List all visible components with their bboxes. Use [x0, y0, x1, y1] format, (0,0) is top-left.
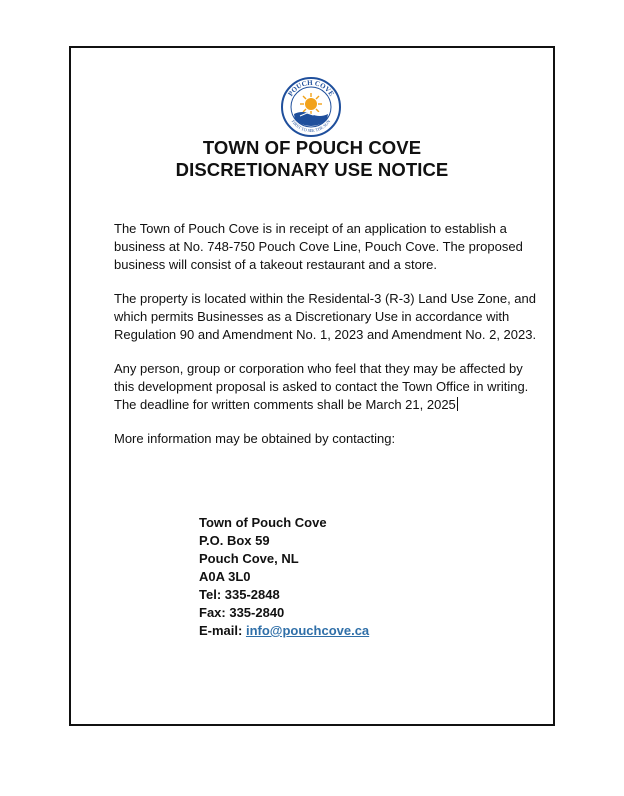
email-link[interactable]: info@pouchcove.ca — [245, 623, 370, 638]
town-seal-logo — [280, 76, 342, 138]
paragraph-comments-text: Any person, group or corporation who feel that they may be affected by this development proposal is asked to contact the Town Office in writing. The deadline for written comments shall be March 21, 2025 — [114, 361, 529, 412]
contact-block — [199, 514, 369, 640]
contact-email-row — [199, 622, 369, 640]
contact-fax: Fax: 335-2840 — [199, 605, 285, 620]
paragraph-comments — [114, 360, 544, 414]
paragraph-more-info: More information may be obtained by contacting: — [114, 431, 396, 446]
contact-city: Pouch Cove, NL — [199, 551, 299, 566]
contact-postal-code: A0A 3L0 — [199, 569, 251, 584]
page-title: TOWN OF POUCH COVE — [202, 137, 422, 158]
text-cursor — [457, 397, 458, 411]
page-subtitle: DISCRETIONARY USE NOTICE — [175, 159, 449, 180]
contact-telephone: Tel: 335-2848 — [199, 587, 280, 602]
contact-name: Town of Pouch Cove — [199, 515, 327, 530]
paragraph-application: The Town of Pouch Cove is in receipt of an application to establish a business at No. 748-750 Pouch Cove Line, Pouch Cove. The proposed business will consist of a takeout restaurant and a store. — [114, 221, 523, 272]
contact-email-label: E-mail: — [199, 623, 246, 638]
contact-po-box: P.O. Box 59 — [199, 533, 270, 548]
logo-bottom-text: FIRST TO SEE THE SUN — [290, 118, 332, 134]
sun-icon — [300, 93, 322, 115]
logo-top-text: POUCH COVE — [286, 78, 336, 98]
paragraph-zoning: The property is located within the Residental-3 (R-3) Land Use Zone, and which permits Businesses as a Discretionary Use in accordance with Regulation 90 and Amendment No. 1, 2023 and Amendment No. 2, 2023. — [114, 291, 537, 342]
